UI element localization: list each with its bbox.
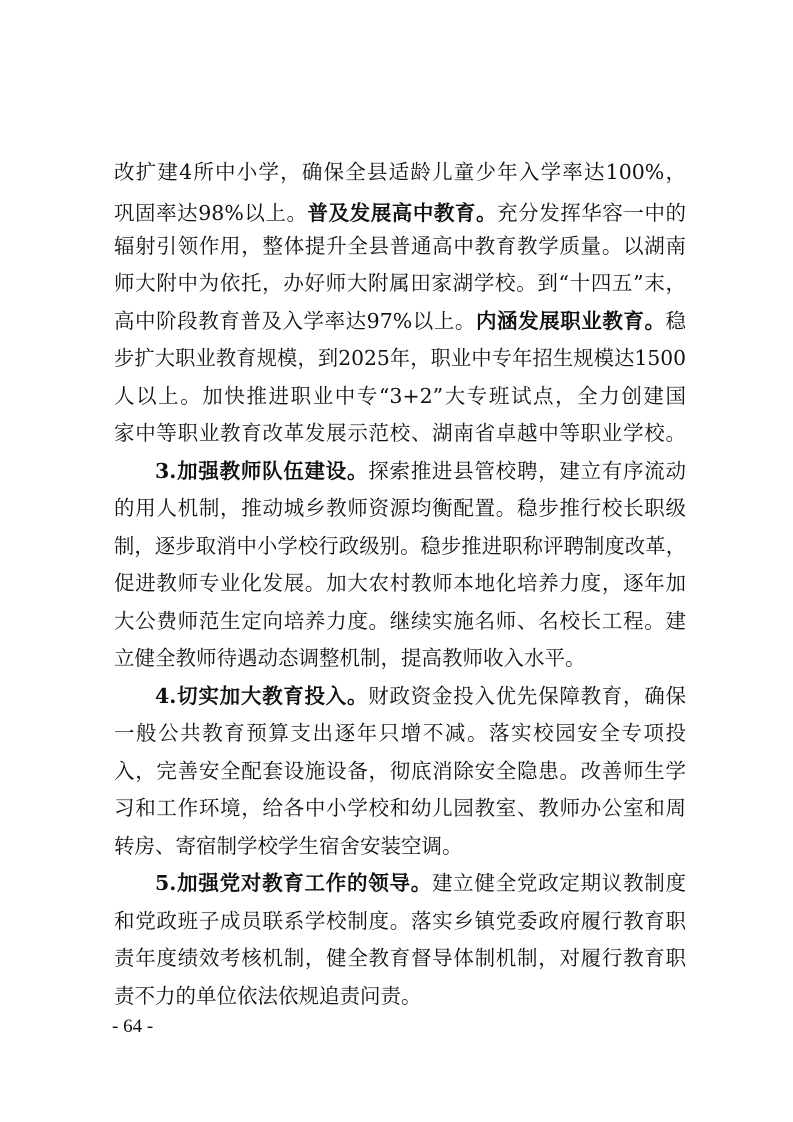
section-3-heading: 3.加强教师队伍建设。 — [155, 459, 369, 483]
text-line-21: 和党政班子成员联系学校制度。落实乡镇党委政府履行教育职 — [114, 909, 686, 933]
text-line-8: 家中等职业教育改革发展示范校、湖南省卓越中等职业学校。 — [114, 421, 686, 445]
section-5-heading: 5.加强党对教育工作的领导。 — [155, 871, 432, 895]
text-line-10: 的用人机制，推动城乡教师资源均衡配置。稳步推行校长职级 — [114, 496, 686, 520]
section-3-first-line: 3.加强教师队伍建设。探索推进县管校聘，建立有序流动 — [155, 459, 686, 483]
text-line-16: 一般公共教育预算支出逐年只增不减。落实校园安全专项投 — [114, 721, 686, 745]
text-line-3: 辐射引领作用，整体提升全县普通高中教育教学质量。以湖南 — [114, 234, 686, 258]
text-line-5: 高中阶段教育普及入学率达97%以上。内涵发展职业教育。稳 — [114, 309, 686, 333]
bold-heading-vocational: 内涵发展职业教育。 — [475, 309, 666, 333]
page-number: - 64 - — [112, 1016, 154, 1037]
text-line-2: 巩固率达98%以上。普及发展高中教育。充分发挥华容一中的 — [114, 201, 687, 225]
bold-heading-high-school: 普及发展高中教育。 — [307, 201, 498, 225]
text-line-1: 改扩建4所中小学，确保全县适龄儿童少年入学率达100%， — [114, 160, 686, 184]
text-line-11: 制，逐步取消中小学校行政级别。稳步推进职称评聘制度改革， — [114, 534, 686, 558]
section-4-heading: 4.切实加大教育投入。 — [155, 684, 369, 708]
text-line-12: 促进教师专业化发展。加大农村教师本地化培养力度，逐年加 — [114, 571, 686, 595]
section-4-first-line: 4.切实加大教育投入。财政资金投入优先保障教育，确保 — [155, 684, 686, 708]
text-line-18: 习和工作环境，给各中小学校和幼儿园教室、教师办公室和周 — [114, 796, 686, 820]
text-line-17: 入，完善安全配套设施设备，彻底消除安全隐患。改善师生学 — [114, 759, 686, 783]
text-line-6: 步扩大职业教育规模，到2025年，职业中专年招生规模达1500 — [114, 346, 686, 370]
text-line-13: 大公费师范生定向培养力度。继续实施名师、名校长工程。建 — [114, 609, 686, 633]
text-line-22: 责年度绩效考核机制，健全教育督导体制机制，对履行教育职 — [114, 946, 686, 970]
section-5-first-line: 5.加强党对教育工作的领导。建立健全党政定期议教制度 — [155, 871, 687, 895]
text-line-14: 立健全教师待遇动态调整机制，提高教师收入水平。 — [114, 646, 586, 670]
text-line-19: 转房、寄宿制学校学生宿舍安装空调。 — [114, 834, 463, 858]
text-line-7: 人以上。加快推进职业中专“3+2”大专班试点，全力创建国 — [114, 384, 686, 408]
text-line-23: 责不力的单位依法依规追责问责。 — [114, 984, 422, 1008]
text-line-4: 师大附中为依托，办好师大附属田家湖学校。到“十四五”末， — [114, 271, 686, 295]
